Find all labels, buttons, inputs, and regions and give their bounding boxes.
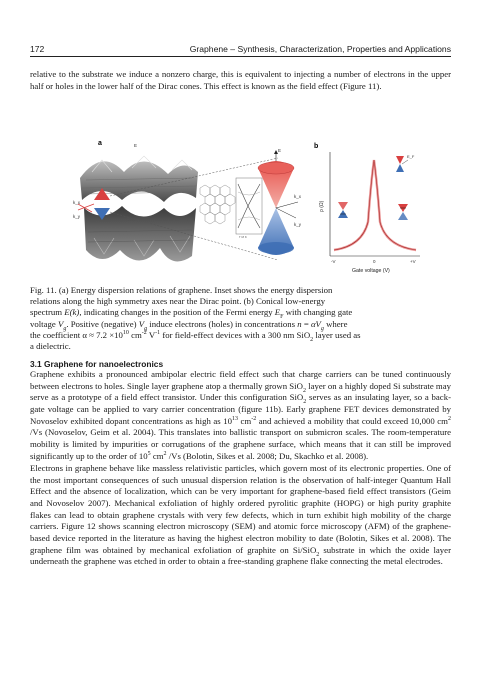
figure-panel-a [72, 138, 308, 278]
caption-line-3: spectrum E(k), indicating changes in the position of the Fermi energy $E_F$ with changing gate [30, 307, 353, 321]
svg-text:Γ M K: Γ M K [239, 235, 247, 239]
figure-11 [72, 138, 424, 278]
peak-cone-icon [396, 154, 415, 172]
panel-b-label: b [314, 143, 319, 150]
panel-a-label: a [98, 140, 102, 147]
panel-b-graphic [312, 142, 424, 278]
figure-11-caption [30, 285, 451, 352]
caption-line-2: relations along the high symmetry axes near the Dirac point. (b) Conical low-energy [30, 296, 326, 307]
caption-line-5: the coefficient $\alpha \approx 7.2 \times 10^{10}$ $cm^{-2}$ $V^{-1}$ for field-effect devices with a 300 nm SiO$_2$ layer used as [30, 329, 361, 343]
body-paragraph-2: Electrons in graphene behave like massless relativistic particles, which govern most of its electronic properties. One of the most important consequences of such unusual dispersion relation is the observation of half-integer Quantum Hall Effect and the absence of localization, which can be very important for graphene-based field effect transistors (Geim and Novoselov 2007). Mechanical exfoliation of highly ordered pyrolitic graphite (HOPG) or high purity graphite flakes can lead to obtain graphene crystals with very few defects, which in turn exhibit high mobility of the charge carriers. Figure 12 shows scanning electron microscopy (SEM) and atomic force microscopy (AFM) of the graphene-based device reported in the literature as having the highest electron mobility to date (Bolotin, Sikes et al. 2008). The graphene film was obtained by mechanical exfoliation of graphite on Si/SiO$_2$ substrate in which the oxide layer underneath the graphene was etched in order to obtain a free-standing graphene flake connecting the metal electrodes. [30, 463, 451, 567]
inset-e-label: E [278, 148, 282, 153]
panel-b-tick-zero: 0 [373, 259, 376, 264]
inset-dispersion-plot [236, 178, 262, 239]
header-rule [30, 56, 451, 57]
cone-diagram [258, 148, 302, 255]
panel-b-xlabel: Gate voltage (V) [352, 268, 390, 274]
caption-line-6: a dielectric. [30, 341, 71, 352]
running-title: Graphene – Synthesis, Characterization, Properties and Applications [189, 44, 451, 54]
panel-a-ky-label: k_y [73, 214, 81, 219]
page-number: 172 [30, 44, 45, 54]
intro-paragraph: relative to the substrate we induce a nonzero charge, this is equivalent to injecting a number of electrons in the upper half or holes in the lower half of the Dirac cones. This effect is known as the field effect (Figure 11). [30, 69, 451, 91]
electron-cone-icon [398, 204, 408, 220]
section-heading: 3.1 Graphene for nanoelectronics [30, 359, 164, 369]
panel-b-tick-pos: +V [410, 259, 416, 264]
caption-line-4: voltage $V_g$. Positive (negative) $V_g$ induce electrons (holes) in concentrations $n = \alpha V_g$ where [30, 318, 348, 332]
panel-b-ef-label: E_F [407, 154, 415, 159]
inset-ky-label: k_y [294, 222, 302, 227]
figure-panel-b [312, 142, 424, 278]
panel-a-e-label: E [134, 143, 138, 148]
hole-cone-icon [338, 202, 348, 218]
body-paragraph-1: Graphene exhibits a pronounced ambipolar electric field effect such that charge carriers can be tuned continuously between electrons to holes. Single layer graphene atop a thermally grown SiO$_2$ layer on a highly doped Si substrate may serve as a prototype of a field effect transistor. Under this configuration SiO$_2$ serves as an insulating layer, so a back-gate voltage can be applied to vary carrier concentration (figure 11b). Early graphene FET devices demonstrated by Novoselov exhibited dopant concentrations as high as $10^{13}$ $cm^{-2}$ and achieved a mobility that could exceed 10,000 $cm^2$ /Vs (Novoselov, Geim et al. 2004). This translates into ballistic transport on submicron scales. The room-temperature mobility is limited by impurities or corrugations of the graphene surface, which means that it can still be improved significantly up to the order of $10^5$ $cm^2$ /Vs (Bolotin, Sikes et al. 2008; Du, Skachko et al. 2008). [30, 369, 451, 461]
honeycomb-lattice [200, 185, 235, 224]
panel-b-ylabel: ρ (Ω) [319, 200, 325, 212]
panel-b-tick-neg: -V [331, 259, 336, 264]
panel-a-kx-label: k_x [73, 200, 81, 205]
caption-line-1: Fig. 11. (a) Energy dispersion relations of graphene. Inset shows the energy dispersion [30, 285, 333, 295]
inset-kx-label: k_x [294, 194, 302, 199]
panel-a-graphic [72, 138, 308, 278]
